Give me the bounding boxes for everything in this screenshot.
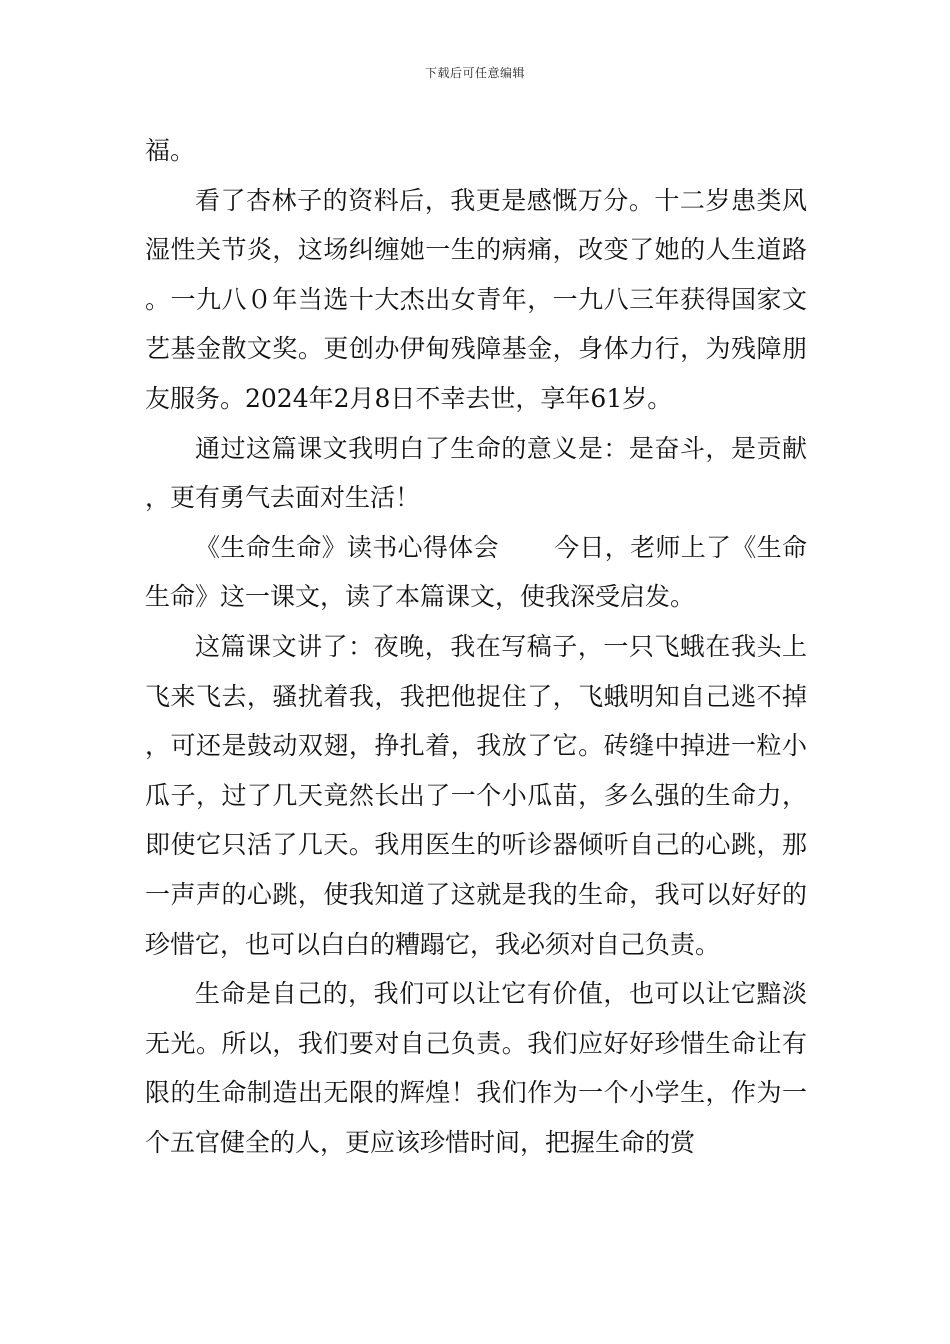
document-body [145,126,807,1167]
paragraph-author-background: 看了杏林子的资料后，我更是感慨万分。十二岁患类风湿性关节炎，这场纠缠她一生的病痛，改变了她的人生道路。一九八０年当选十大杰出女青年，一九八三年获得国家文艺基金散文奖。更创办伊甸残障基金，身体力行，为残障朋友服务。2024年2月8日不幸去世，享年61岁。 [145,185,807,413]
paragraph-reflection: 生命是自己的，我们可以让它有价值，也可以让它黯淡无光。所以，我们要对自己负责。我们应好好珍惜生命让有限的生命制造出无限的辉煌！我们作为一个小学生，作为一个五官健全的人，更应该珍惜时间，把握生命的赏 [145,979,807,1157]
page-header: 下载后可任意编辑 [424,66,525,80]
essay-title: 《生命生命》读书心得体会 [195,532,499,562]
paragraph-essay-intro [145,523,807,622]
essay-intro-text: 今日，老师上了《生命生命》这一课文，读了本篇课文，使我深受启发。 [145,532,807,612]
paragraph-meaning-of-life: 通过这篇课文我明白了生命的意义是：是奋斗，是贡献，更有勇气去面对生活！ [145,433,807,513]
paragraph-continuation: 福。 [145,136,196,165]
paragraph-story-summary: 这篇课文讲了：夜晚，我在写稿子，一只飞蛾在我头上飞来飞去，骚扰着我，我把他捉住了，飞蛾明知自己逃不掉，可还是鼓动双翅，挣扎着，我放了它。砖缝中掉进一粒小瓜子，过了几天竟然长出了一个小瓜苗，多么强的生命力，即使它只活了几天。我用医生的听诊器倾听自己的心跳，那一声声的心跳，使我知道了这就是我的生命，我可以好好的珍惜它，也可以白白的糟蹋它，我必须对自己负责。 [145,631,807,959]
